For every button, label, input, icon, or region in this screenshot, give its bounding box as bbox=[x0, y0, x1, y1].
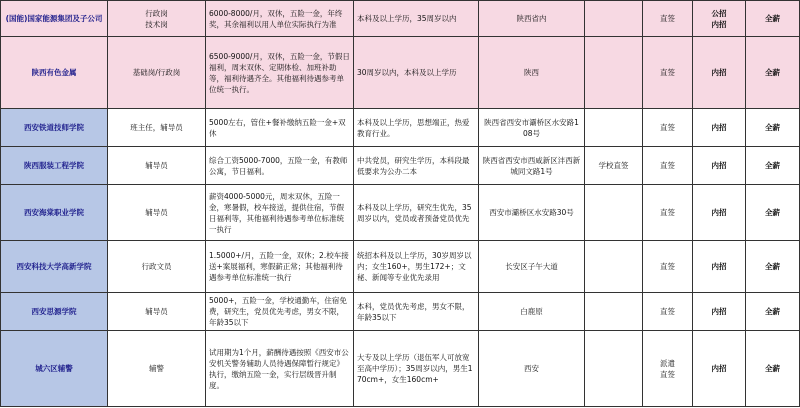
method2-cell bbox=[585, 241, 643, 293]
table-row bbox=[1, 185, 800, 241]
form-cell: 内招 bbox=[693, 241, 746, 293]
salary-cell: 试用期为1个月，薪酬待遇按照《西安市公安机关警务辅助人员待遇保障暂行规定》执行，缴纳五险一金，实行层级晋升制度。 bbox=[206, 331, 354, 407]
position-cell: 辅导员 bbox=[108, 147, 206, 185]
requirement-cell: 本科及以上学历，研究生优先，35周岁以内，党员或者预备党员优先 bbox=[354, 185, 479, 241]
salary-cell: 6000-8000/月，双休，五险一金，年终奖，其余福利以用人单位实际执行为准 bbox=[206, 1, 354, 37]
method-cell: 直签 bbox=[643, 241, 693, 293]
pay-cell: 全薪 bbox=[746, 109, 800, 147]
pay-cell: 全薪 bbox=[746, 147, 800, 185]
location-cell: 陕西省西安市西咸新区沣西新城同文路1号 bbox=[479, 147, 585, 185]
form-cell: 内招 bbox=[693, 37, 746, 109]
pay-cell: 全薪 bbox=[746, 241, 800, 293]
requirement-cell: 大专及以上学历（退伍军人可放宽至高中学历）；35周岁以内，男生170cm+，女生160cm+ bbox=[354, 331, 479, 407]
salary-cell: 综合工资5000-7000，五险一金，有教师公寓，节日福利。 bbox=[206, 147, 354, 185]
company-cell: (国能)国家能源集团及子公司 bbox=[1, 1, 108, 37]
table-row bbox=[1, 37, 800, 109]
pay-cell: 全薪 bbox=[746, 37, 800, 109]
location-cell: 陕西省内 bbox=[479, 1, 585, 37]
pay-cell: 全薪 bbox=[746, 331, 800, 407]
method-cell: 直签 bbox=[643, 147, 693, 185]
location-cell: 西安市灞桥区水安路30号 bbox=[479, 185, 585, 241]
form-cell: 内招 bbox=[693, 293, 746, 331]
requirement-cell: 本科及以上学历，35周岁以内 bbox=[354, 1, 479, 37]
table-row bbox=[1, 331, 800, 407]
method2-cell bbox=[585, 331, 643, 407]
method2-cell bbox=[585, 1, 643, 37]
requirement-cell: 本科，党员优先考虑，男女不限，年龄35以下 bbox=[354, 293, 479, 331]
salary-cell: 5000左右，管住+餐补缴纳五险一金+双休 bbox=[206, 109, 354, 147]
requirement-cell: 30周岁以内，本科及以上学历 bbox=[354, 37, 479, 109]
location-cell: 西安 bbox=[479, 331, 585, 407]
method-cell: 直签 bbox=[643, 185, 693, 241]
company-cell: 陕西有色金属 bbox=[1, 37, 108, 109]
method-cell: 派遣 直签 bbox=[643, 331, 693, 407]
method-cell: 直签 bbox=[643, 109, 693, 147]
position-cell: 辅导员 bbox=[108, 185, 206, 241]
location-cell: 长安区子午大道 bbox=[479, 241, 585, 293]
company-cell: 城六区辅警 bbox=[1, 331, 108, 407]
company-cell: 西安思源学院 bbox=[1, 293, 108, 331]
table-row bbox=[1, 109, 800, 147]
company-cell: 西安科技大学高新学院 bbox=[1, 241, 108, 293]
position-cell: 辅导员 bbox=[108, 293, 206, 331]
position-cell: 基础岗/行政岗 bbox=[108, 37, 206, 109]
pay-cell: 全薪 bbox=[746, 1, 800, 37]
table-row bbox=[1, 241, 800, 293]
position-cell: 辅警 bbox=[108, 331, 206, 407]
form-cell: 内招 bbox=[693, 109, 746, 147]
requirement-cell: 中共党员，研究生学历，本科段最低要求为公办二本 bbox=[354, 147, 479, 185]
pay-cell: 全薪 bbox=[746, 185, 800, 241]
location-cell: 白鹿原 bbox=[479, 293, 585, 331]
table-row bbox=[1, 1, 800, 37]
table-row bbox=[1, 293, 800, 331]
position-cell: 行政文员 bbox=[108, 241, 206, 293]
method-cell: 直签 bbox=[643, 37, 693, 109]
location-cell: 陕西 bbox=[479, 37, 585, 109]
method2-cell: 学校直签 bbox=[585, 147, 643, 185]
method2-cell bbox=[585, 37, 643, 109]
company-cell: 西安铁道技师学院 bbox=[1, 109, 108, 147]
pay-cell: 全薪 bbox=[746, 293, 800, 331]
company-cell: 西安海棠职业学院 bbox=[1, 185, 108, 241]
method-cell: 直签 bbox=[643, 1, 693, 37]
salary-cell: 薪资4000-5000元，周末双休，五险一金，寒暑假，校车接送，提供住宿，节假日福利等，其他福利待遇参考单位标准统一执行 bbox=[206, 185, 354, 241]
location-cell: 陕西省西安市灞桥区水安路108号 bbox=[479, 109, 585, 147]
salary-cell: 1.5000+/月，五险一金，双休；2.校车接送+案展福利，寒假薪正常；其他福利待遇参考单位标准统一执行 bbox=[206, 241, 354, 293]
method2-cell bbox=[585, 185, 643, 241]
method2-cell bbox=[585, 293, 643, 331]
form-cell: 内招 bbox=[693, 331, 746, 407]
form-cell: 内招 bbox=[693, 147, 746, 185]
company-cell: 陕西服装工程学院 bbox=[1, 147, 108, 185]
requirement-cell: 统招本科及以上学历，30岁周岁以内；女生160+，男生172+；文秘、新闻等专业优先录用 bbox=[354, 241, 479, 293]
position-cell: 行政岗 技术岗 bbox=[108, 1, 206, 37]
salary-cell: 5000+，五险一金，学校通勤车，住宿免费，研究生，党员优先考虑，男女不限，年龄35以下 bbox=[206, 293, 354, 331]
method-cell: 直签 bbox=[643, 293, 693, 331]
form-cell: 内招 bbox=[693, 185, 746, 241]
position-cell: 班主任，辅导员 bbox=[108, 109, 206, 147]
form-cell: 公招 内招 bbox=[693, 1, 746, 37]
table-row bbox=[1, 147, 800, 185]
method2-cell bbox=[585, 109, 643, 147]
requirement-cell: 本科及以上学历，思想端正，热爱教育行业。 bbox=[354, 109, 479, 147]
salary-cell: 6500-9000/月，双休，五险一金，节假日福利，周末双休、定期体检、加班补助等，福利待遇齐全。其他福利待遇参考单位统一执行。 bbox=[206, 37, 354, 109]
